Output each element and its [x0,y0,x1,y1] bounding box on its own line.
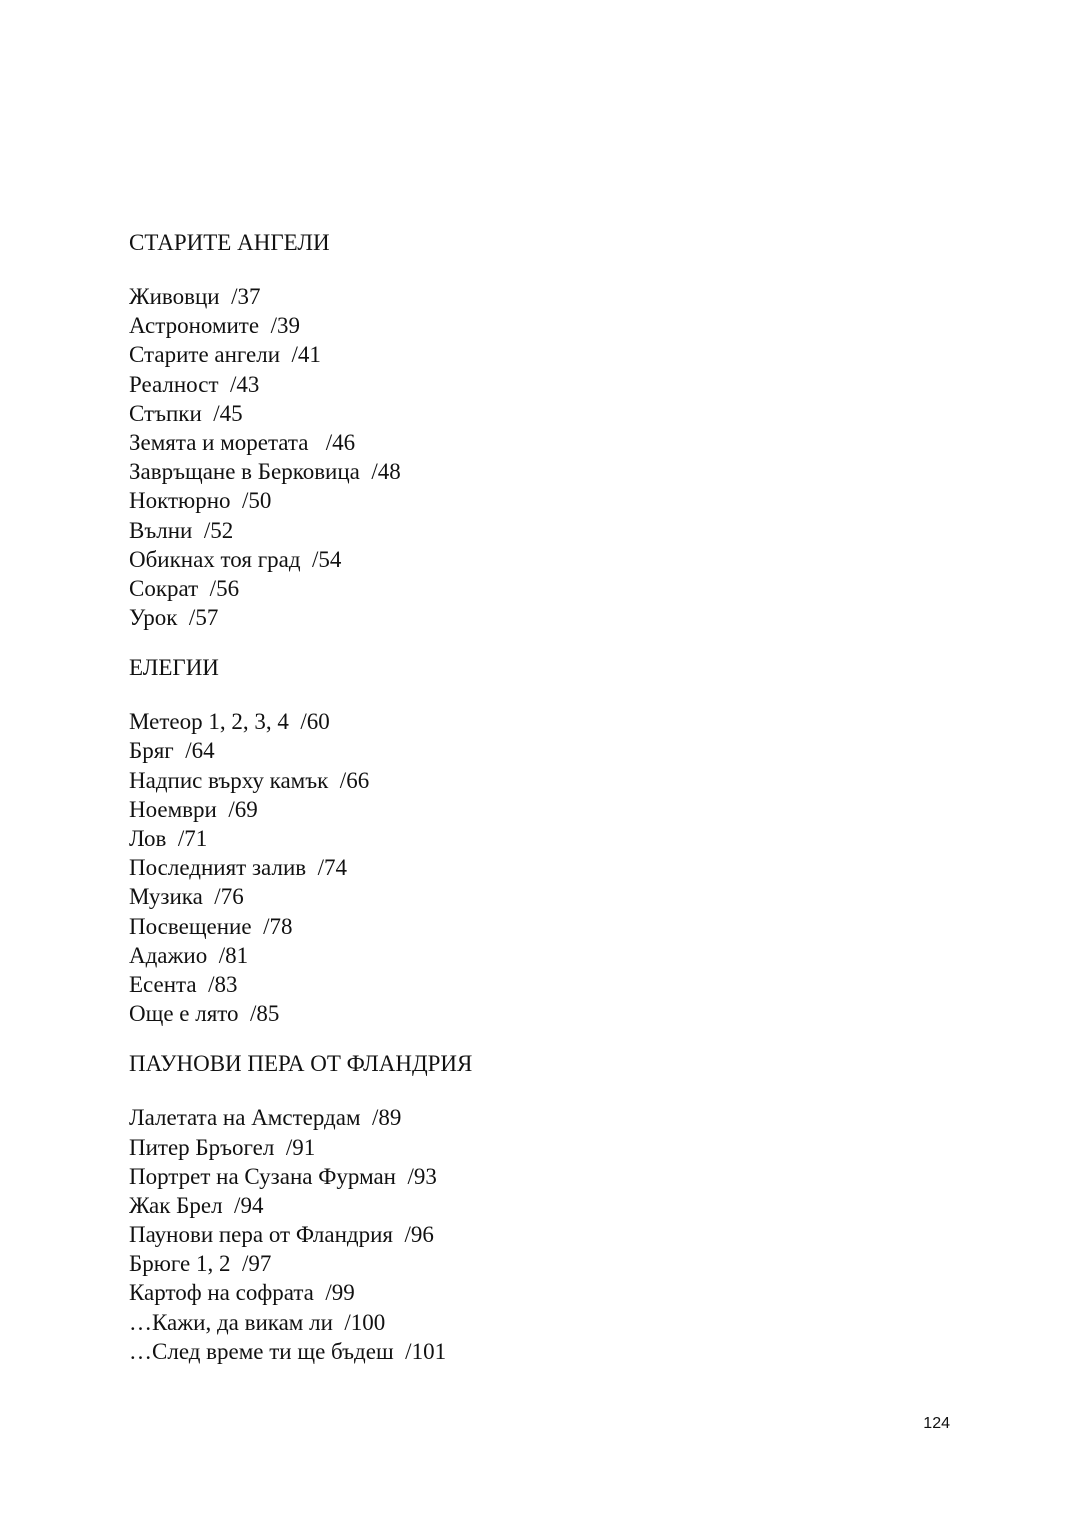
toc-entry: Старите ангели /41 [129,342,321,368]
toc-entry: Есента /83 [129,971,238,997]
toc-entry: Музика /76 [129,884,244,910]
toc-entry: Ноември /69 [129,796,258,822]
section-title: СТАРИТЕ АНГЕЛИ [129,230,330,255]
toc-entry: Вълни /52 [129,517,234,543]
toc-entry: Портрет на Сузана Фурман /93 [129,1163,437,1189]
toc-section-old-angels [129,228,989,632]
toc-entry: Адажио /81 [129,942,249,968]
toc-entry: Брюге 1, 2 /97 [129,1251,272,1277]
toc-entry: …Кажи, да викам ли /100 [129,1309,386,1335]
toc-entry: Питер Бръогел /91 [129,1134,316,1160]
toc-entry: Живовци /37 [129,284,261,309]
toc-section-elegies [129,653,989,1028]
toc-entry: Метеор 1, 2, 3, 4 /60 [129,709,330,735]
toc-entry: Още е лято /85 [129,1001,280,1027]
toc-entry: Последният залив /74 [129,855,348,881]
table-of-contents [129,228,989,1366]
toc-entry: Паунови пера от Фландрия /96 [129,1222,434,1248]
toc-entry: …След време ти ще бъдеш /101 [129,1338,447,1364]
toc-entry: Лов /71 [129,826,208,851]
toc-entry: Лалетата на Амстердам /89 [129,1105,402,1131]
toc-entry: Картоф на софрата /99 [129,1280,355,1306]
toc-entry: Земята и моретата /46 [129,429,356,455]
toc-entry: Ноктюрно /50 [129,488,272,514]
toc-entry: Посвещение /78 [129,913,293,939]
section-entries [129,707,989,1028]
page-number: 124 [923,1415,950,1432]
toc-section-peacock-feathers [129,1049,989,1366]
toc-entry: Жак Брел /94 [129,1192,264,1218]
section-entries [129,1103,989,1366]
toc-entry: Надпис върху камък /66 [129,767,370,793]
section-entries [129,282,989,632]
toc-entry: Обикнах тоя град /54 [129,546,342,572]
toc-entry: Завръщане в Берковица /48 [129,459,401,485]
section-title: ЕЛЕГИИ [129,655,219,681]
section-title: ПАУНОВИ ПЕРА ОТ ФЛАНДРИЯ [129,1051,473,1077]
toc-entry: Астрономите /39 [129,313,300,339]
toc-entry: Сократ /56 [129,575,240,601]
toc-entry: Урок /57 [129,605,219,631]
toc-entry: Стъпки /45 [129,400,243,426]
toc-entry: Реалност /43 [129,371,260,397]
toc-entry: Бряг /64 [129,738,215,764]
